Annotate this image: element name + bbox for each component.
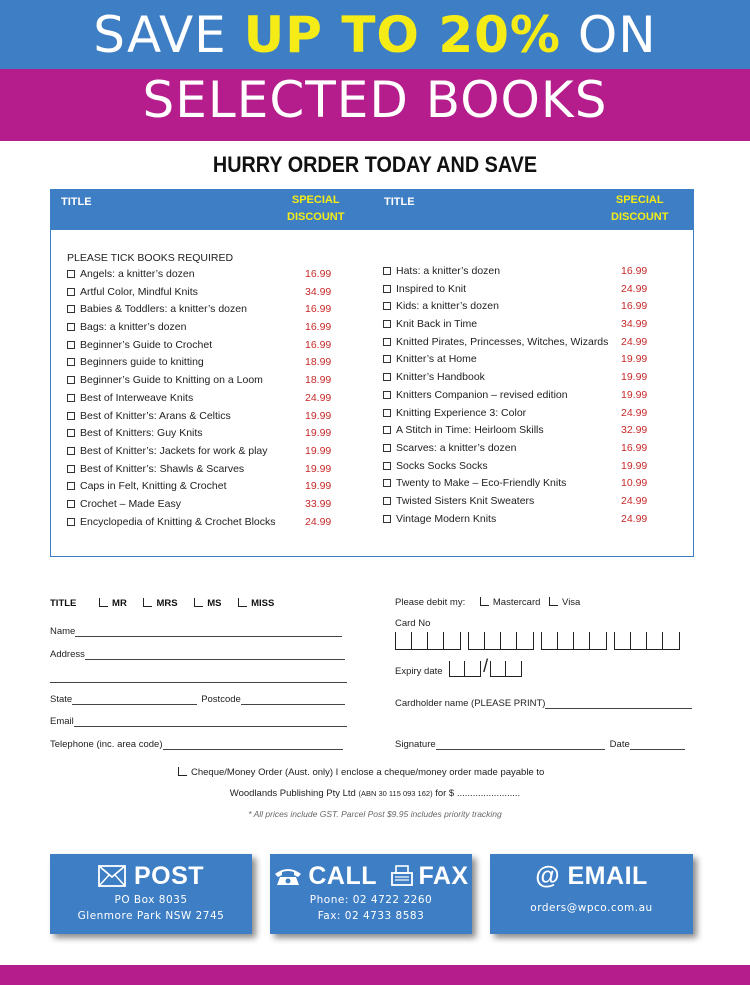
telephone-field[interactable]: Telephone (inc. area code): [50, 739, 343, 750]
prices-note: * All prices include GST. Parcel Post $9.95 includes priority tracking: [248, 809, 502, 819]
cardholder-field[interactable]: Cardholder name (PLEASE PRINT): [395, 698, 692, 709]
book-title: Artful Color, Mindful Knits: [80, 285, 198, 298]
right-book-list: [383, 265, 683, 530]
mr-option[interactable]: MR: [99, 598, 127, 609]
book-checkbox[interactable]: [67, 500, 75, 508]
col-title-left: TITLE: [61, 196, 92, 208]
book-title: Encyclopedia of Knitting & Crochet Blocks: [80, 515, 276, 528]
book-item[interactable]: [383, 371, 683, 389]
book-item[interactable]: [383, 477, 683, 495]
book-item[interactable]: [67, 321, 367, 339]
book-checkbox[interactable]: [383, 409, 391, 417]
book-price: 24.99: [621, 512, 648, 525]
book-item[interactable]: [67, 480, 367, 498]
book-price: 34.99: [305, 285, 332, 298]
book-item[interactable]: [383, 353, 683, 371]
book-title: Crochet – Made Easy: [80, 497, 181, 510]
mr-checkbox[interactable]: [99, 598, 108, 607]
cheque-checkbox[interactable]: [178, 767, 187, 776]
book-title: Best of Knitter’s: Shawls & Scarves: [80, 462, 245, 475]
book-price: 24.99: [305, 391, 332, 404]
book-title: Bags: a knitter’s dozen: [80, 321, 187, 334]
book-price: 33.99: [305, 497, 332, 510]
book-title: Beginner’s Guide to Crochet: [80, 338, 213, 351]
book-item[interactable]: [383, 495, 683, 513]
book-item[interactable]: [383, 407, 683, 425]
book-title: Knitted Pirates, Princesses, Witches, Wizards: [396, 335, 609, 348]
book-checkbox[interactable]: [383, 355, 391, 363]
book-title: Twisted Sisters Knit Sweaters: [396, 494, 535, 507]
book-title: Best of Interweave Knits: [80, 391, 194, 404]
signature-date-field[interactable]: Signature Date: [395, 739, 685, 750]
book-price: 16.99: [305, 303, 332, 316]
visa-checkbox[interactable]: [549, 597, 558, 606]
banner-line-2: SELECTED BOOKS: [142, 71, 608, 129]
call-fax-heading: CALL FAX: [270, 864, 472, 892]
book-item[interactable]: [67, 286, 367, 304]
state-postcode-field[interactable]: State Postcode: [50, 694, 345, 705]
book-item[interactable]: [383, 424, 683, 442]
book-item[interactable]: [67, 356, 367, 374]
book-title: Inspired to Knit: [396, 282, 467, 295]
debit-row: Please debit my: Mastercard Visa: [395, 597, 581, 608]
book-price: 19.99: [621, 388, 648, 401]
book-price: 19.99: [305, 409, 332, 422]
book-title: Caps in Felt, Knitting & Crochet: [80, 480, 227, 493]
book-checkbox[interactable]: [67, 305, 75, 313]
book-price: 19.99: [621, 353, 648, 366]
book-price: 19.99: [305, 427, 332, 440]
expiry-field[interactable]: Expiry date /: [395, 656, 522, 677]
book-title: Knitting Experience 3: Color: [396, 406, 527, 419]
book-price: 24.99: [305, 515, 332, 528]
book-item[interactable]: [383, 283, 683, 301]
book-title: Best of Knitter’s: Jackets for work & play: [80, 444, 268, 457]
book-price: 32.99: [621, 424, 648, 437]
book-item[interactable]: [67, 410, 367, 428]
book-title: Twenty to Make – Eco-Friendly Knits: [396, 477, 567, 490]
book-price: 16.99: [621, 300, 648, 313]
book-item[interactable]: [383, 265, 683, 283]
book-price: 19.99: [305, 462, 332, 475]
book-checkbox[interactable]: [67, 288, 75, 296]
book-checkbox[interactable]: [383, 302, 391, 310]
book-title: Beginners guide to knitting: [80, 356, 204, 369]
title-selector: [50, 598, 274, 609]
book-title: Knit Back in Time: [396, 318, 478, 331]
book-item[interactable]: [383, 389, 683, 407]
book-item[interactable]: [383, 336, 683, 354]
col-discount-left: SPECIAL DISCOUNT: [287, 194, 345, 223]
col-title-right: TITLE: [384, 196, 415, 208]
card-number-boxes[interactable]: [395, 632, 680, 650]
book-checkbox[interactable]: [383, 462, 391, 470]
book-checkbox[interactable]: [67, 482, 75, 490]
book-item[interactable]: [383, 318, 683, 336]
post-line-2: Glenmore Park NSW 2745: [77, 910, 225, 922]
address-field-line-2[interactable]: [50, 672, 347, 683]
book-title: Knitter’s Handbook: [396, 371, 485, 384]
book-checkbox[interactable]: [383, 338, 391, 346]
email-address[interactable]: orders@wpco.com.au: [530, 902, 653, 914]
book-checkbox[interactable]: [67, 394, 75, 402]
mastercard-checkbox[interactable]: [480, 597, 489, 606]
miss-checkbox[interactable]: [238, 598, 247, 607]
book-item[interactable]: [67, 427, 367, 445]
book-title: Hats: a knitter’s dozen: [396, 265, 501, 277]
email-card: [490, 854, 693, 934]
book-item[interactable]: [383, 460, 683, 478]
book-item[interactable]: [67, 374, 367, 392]
book-price: 19.99: [305, 480, 332, 493]
call-fax-card: [270, 854, 472, 934]
envelope-icon: [98, 865, 126, 887]
book-checkbox[interactable]: [383, 515, 391, 523]
book-title: Best of Knitters: Guy Knits: [80, 427, 203, 440]
book-checkbox[interactable]: [383, 267, 391, 275]
payee-line: Woodlands Publishing Pty Ltd (ABN 30 115 093 162) for $ ........................: [229, 788, 521, 799]
col-discount-right: SPECIAL DISCOUNT: [611, 194, 669, 223]
ms-checkbox[interactable]: [194, 598, 203, 607]
book-checkbox[interactable]: [67, 447, 75, 455]
banner-line-1: SAVE UP TO 20% ON: [93, 6, 657, 64]
left-book-list: [67, 268, 367, 533]
title-label: TITLE: [50, 598, 77, 609]
mrs-option[interactable]: MRS: [143, 598, 177, 609]
book-checkbox[interactable]: [383, 391, 391, 399]
book-checkbox[interactable]: [67, 465, 75, 473]
book-price: 19.99: [305, 444, 332, 457]
book-checkbox[interactable]: [67, 376, 75, 384]
post-card: [50, 854, 252, 934]
book-item[interactable]: [383, 513, 683, 531]
book-price: 16.99: [305, 338, 332, 351]
book-item[interactable]: [383, 300, 683, 318]
book-item[interactable]: [67, 339, 367, 357]
phone-icon: [273, 866, 303, 886]
book-checkbox[interactable]: [383, 479, 391, 487]
phone-number: Phone: 02 4722 2260: [309, 894, 433, 906]
book-price: 19.99: [621, 459, 648, 472]
order-table-header: [51, 190, 693, 230]
miss-option[interactable]: MISS: [238, 598, 274, 609]
fax-icon: [391, 865, 413, 887]
book-item[interactable]: [67, 516, 367, 534]
book-title: Angels: a knitter’s dozen: [80, 268, 195, 280]
fax-number: Fax: 02 4733 8583: [317, 910, 425, 922]
book-title: Knitter’s at Home: [396, 353, 477, 366]
book-price: 34.99: [621, 318, 648, 331]
book-title: Knitters Companion – revised edition: [396, 388, 568, 401]
mrs-checkbox[interactable]: [143, 598, 152, 607]
book-price: 10.99: [621, 477, 648, 490]
book-checkbox[interactable]: [383, 444, 391, 452]
post-heading: POST: [50, 864, 252, 892]
book-item[interactable]: [67, 303, 367, 321]
name-field[interactable]: Name: [50, 626, 342, 637]
book-price: 16.99: [305, 268, 332, 280]
headline: HURRY ORDER TODAY AND SAVE: [212, 152, 538, 177]
book-item[interactable]: [67, 268, 367, 286]
book-item[interactable]: [383, 442, 683, 460]
book-price: 19.99: [621, 371, 648, 384]
visa-option[interactable]: Visa: [549, 597, 580, 608]
book-checkbox[interactable]: [383, 426, 391, 434]
book-checkbox[interactable]: [67, 270, 75, 278]
ms-option[interactable]: MS: [194, 598, 221, 609]
book-checkbox[interactable]: [67, 412, 75, 420]
book-price: 24.99: [621, 494, 648, 507]
book-price: 18.99: [305, 374, 332, 387]
book-checkbox[interactable]: [67, 323, 75, 331]
book-price: 16.99: [621, 265, 648, 277]
banner-highlight: UP TO 20%: [243, 6, 562, 64]
book-item[interactable]: [67, 392, 367, 410]
book-price: 24.99: [621, 406, 648, 419]
book-checkbox[interactable]: [67, 358, 75, 366]
book-price: 24.99: [621, 335, 648, 348]
book-title: A Stitch in Time: Heirloom Skills: [396, 424, 544, 437]
book-checkbox[interactable]: [383, 373, 391, 381]
tick-instruction: PLEASE TICK BOOKS REQUIRED: [67, 252, 234, 264]
book-checkbox[interactable]: [383, 497, 391, 505]
book-price: 16.99: [305, 321, 332, 334]
book-checkbox[interactable]: [383, 285, 391, 293]
book-item[interactable]: [67, 463, 367, 481]
book-checkbox[interactable]: [383, 320, 391, 328]
book-price: 18.99: [305, 356, 332, 369]
book-title: Best of Knitter’s: Arans & Celtics: [80, 409, 231, 422]
card-no-label: Card No: [395, 618, 431, 629]
book-price: 24.99: [621, 282, 648, 295]
book-title: Babies & Toddlers: a knitter’s dozen: [80, 303, 247, 316]
email-heading: @ EMAIL: [535, 862, 648, 890]
book-item[interactable]: [67, 445, 367, 463]
footer-bar: [0, 965, 750, 985]
order-table: [50, 189, 694, 557]
book-checkbox[interactable]: [67, 518, 75, 526]
address-field[interactable]: Address: [50, 649, 345, 660]
email-field[interactable]: Email: [50, 716, 347, 727]
book-title: Beginner’s Guide to Knitting on a Loom: [80, 374, 263, 387]
cheque-option[interactable]: Cheque/Money Order (Aust. only) I enclose a cheque/money order made payable to: [178, 767, 544, 778]
book-title: Vintage Modern Knits: [396, 512, 497, 525]
book-checkbox[interactable]: [67, 429, 75, 437]
book-item[interactable]: [67, 498, 367, 516]
book-title: Scarves: a knitter’s dozen: [396, 441, 517, 454]
post-line-1: PO Box 8035: [114, 894, 188, 906]
book-title: Socks Socks Socks: [396, 459, 488, 472]
book-checkbox[interactable]: [67, 341, 75, 349]
mastercard-option[interactable]: Mastercard: [480, 597, 541, 608]
book-title: Kids: a knitter’s dozen: [396, 300, 499, 313]
book-price: 16.99: [621, 441, 648, 454]
